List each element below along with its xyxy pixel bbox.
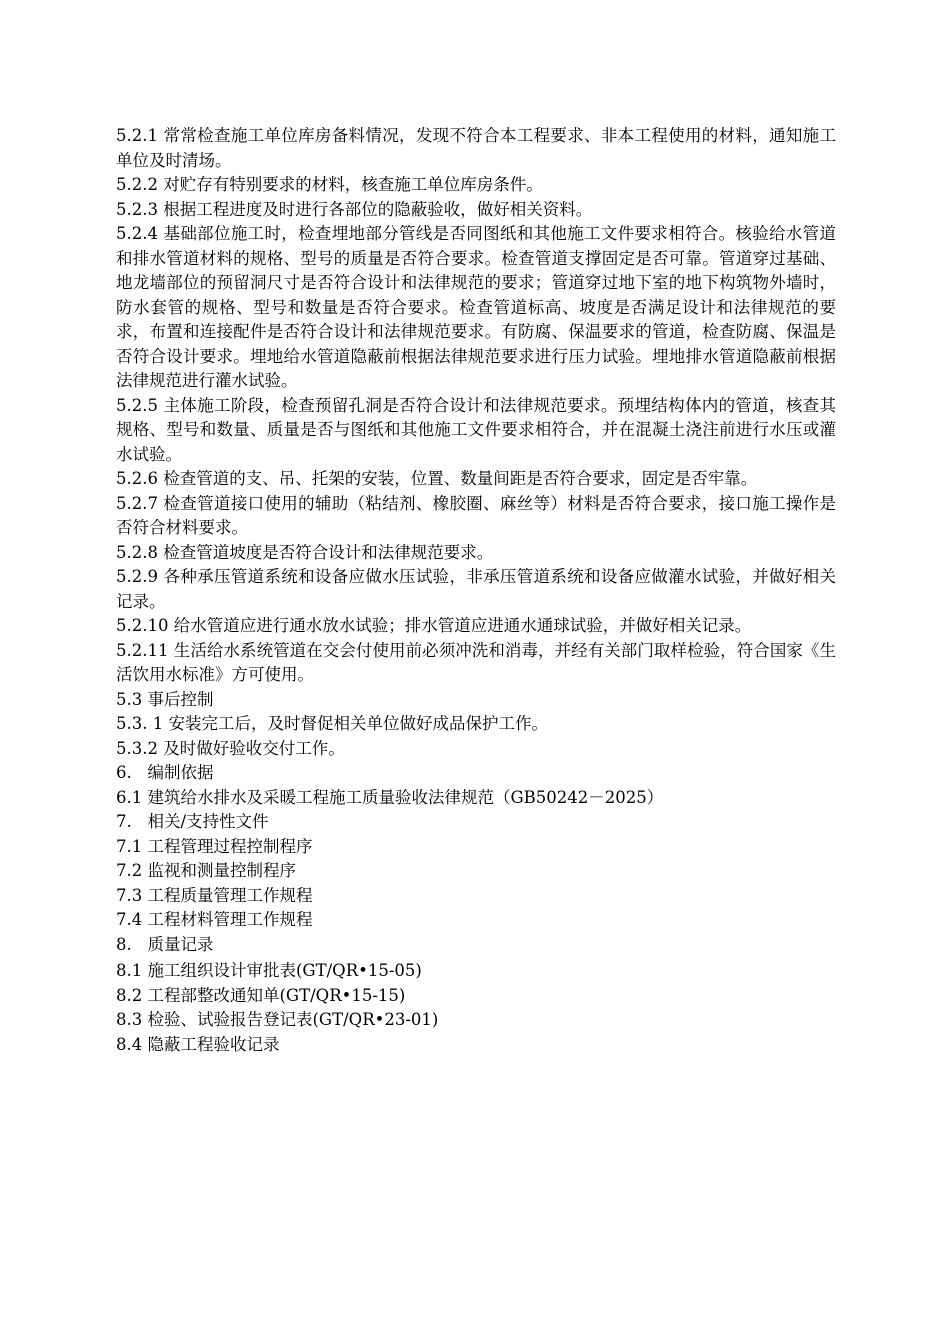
heading-6: 6. 编制依据: [116, 763, 214, 782]
para-8-3: 8.3 检验、试验报告登记表(GT/QR•23-01): [116, 1010, 439, 1029]
para-7-3: 7.3 工程质量管理工作规程: [116, 885, 313, 905]
para-5-2-11: 5.2.11 生活给水系统管道在交会付使用前必须冲洗和消毒，并经有关部门取样检验，符合国家《生活饮用水标准》方可使用。: [116, 640, 836, 684]
document-body: [116, 124, 836, 1057]
para-7-4: 7.4 工程材料管理工作规程: [116, 910, 313, 929]
heading-8: 8. 质量记录: [116, 934, 214, 954]
para-5-2-4: 5.2.4 基础部位施工时，检查埋地部分管线是否同图纸和其他施工文件要求相符合。核验给水管道和排水管道材料的规格、型号的质量是否符合要求。检查管道支撑固定是否可靠。管道穿过基础、地龙墙部位的预留洞尺寸是否符合设计和法律规范的要求；管道穿过地下室的地下构筑物外墙时，防水套管的规格、型号和数量是否符合要求。检查管道标高、坡度是否满足设计和法律规范的要求，布置和连接配件是否符合设计和法律规范要求。有防腐、保温要求的管道，检查防腐、保温是否符合设计要求。埋地给水管道隐蔽前根据法律规范要求进行压力试验。埋地排水管道隐蔽前根据法律规范进行灌水试验。: [116, 224, 836, 390]
para-5-2-10: 5.2.10 给水管道应进行通水放水试验；排水管道应进通水通球试验，并做好相关记录。: [116, 616, 752, 635]
para-5-2-6: 5.2.6 检查管道的支、吊、托架的安装，位置、数量间距是否符合要求，固定是否牢靠。: [116, 469, 758, 488]
para-7-1: 7.1 工程管理过程控制程序: [116, 836, 313, 856]
heading-7: 7. 相关/支持性文件: [116, 812, 269, 831]
para-8-4: 8.4 隐蔽工程验收记录: [116, 1034, 280, 1054]
para-5-2-1: 5.2.1 常常检查施工单位库房备料情况，发现不符合本工程要求、非本工程使用的材料，通知施工单位及时清场。: [116, 126, 836, 170]
para-7-2: 7.2 监视和测量控制程序: [116, 861, 296, 880]
para-8-2: 8.2 工程部整改通知单(GT/QR•15-15): [116, 985, 406, 1005]
para-5-3-1: 5.3. 1 安装完工后，及时督促相关单位做好成品保护工作。: [116, 714, 548, 733]
para-5-2-9: 5.2.9 各种承压管道系统和设备应做水压试验，非承压管道系统和设备应做灌水试验，并做好相关记录。: [116, 567, 836, 611]
para-6-1: 6.1 建筑给水排水及采暖工程施工质量验收法律规范（GB50242－2025）: [116, 787, 664, 807]
para-5-2-8: 5.2.8 检查管道坡度是否符合设计和法律规范要求。: [116, 542, 494, 562]
para-5-3-2: 5.3.2 及时做好验收交付工作。: [116, 738, 345, 758]
para-5-2-3: 5.2.3 根据工程进度及时进行各部位的隐蔽验收，做好相关资料。: [116, 199, 593, 219]
para-5-2-7: 5.2.7 检查管道接口使用的辅助（粘结剂、橡胶圈、麻丝等）材料是否符合要求，接口施工操作是否符合材料要求。: [116, 493, 836, 537]
para-5-2-2: 5.2.2 对贮存有特别要求的材料，核查施工单位库房条件。: [116, 175, 543, 194]
para-8-1: 8.1 施工组织设计审批表(GT/QR•15-05): [116, 961, 422, 980]
heading-5-3: 5.3 事后控制: [116, 689, 214, 709]
para-5-2-5: 5.2.5 主体施工阶段，检查预留孔洞是否符合设计和法律规范要求。预埋结构体内的管道，核查其规格、型号和数量、质量是否与图纸和其他施工文件要求相符合，并在混凝土浇注前进行水压或灌水试验。: [116, 395, 836, 464]
